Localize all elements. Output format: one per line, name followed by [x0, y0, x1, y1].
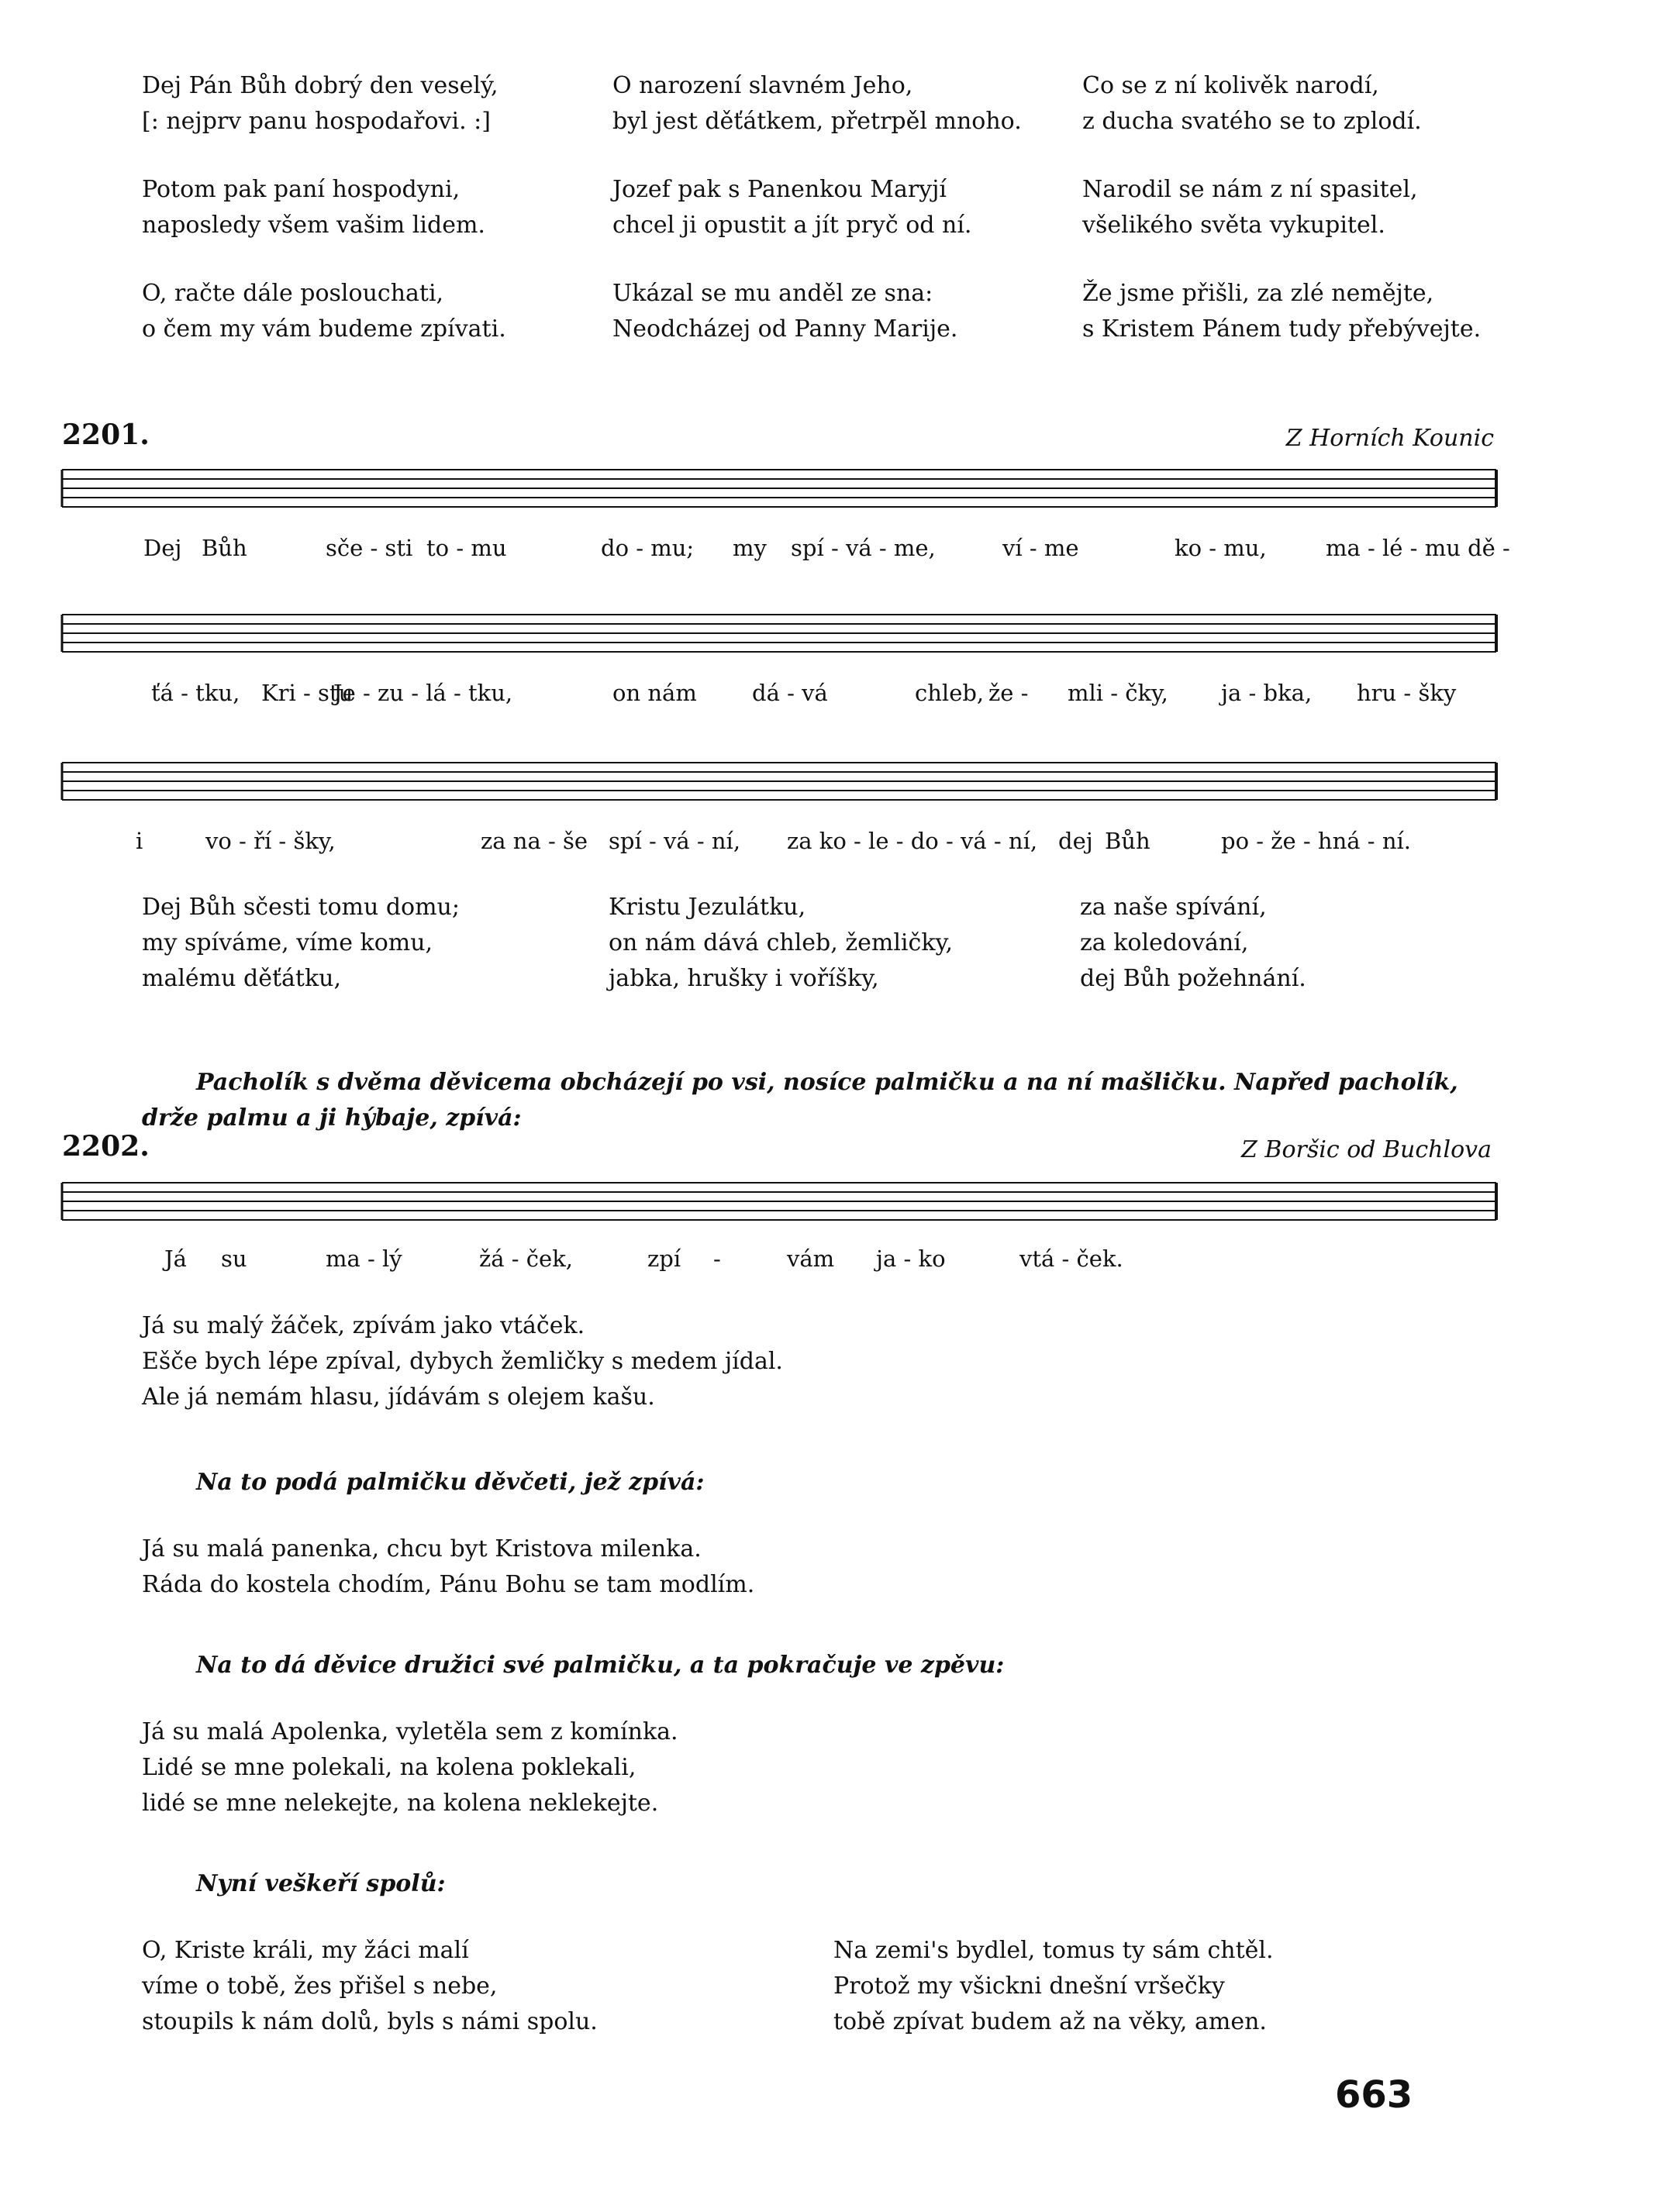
lyric-syllable: Já — [164, 1246, 187, 1272]
verse-line: za naše spívání, — [1080, 894, 1267, 921]
intro-2202: Pacholík s dvěma děvicema obcházejí po vsi, nosíce palmičku a na ní mašličku. Napřed pacholík, drže palmu a ji hýbaje, zpívá: — [142, 1069, 1458, 1132]
verse-line: Já su malý žáček, zpívám jako vtáček. — [142, 1312, 585, 1339]
lyric-syllable: za ko - le - do - vá - ní, — [787, 828, 1038, 854]
verse-line: jabka, hrušky i voříšky, — [609, 965, 879, 992]
verse-line: Dej Bůh sčesti tomu domu; — [142, 894, 460, 921]
verse-line: Co se z ní kolivěk narodí, — [1082, 72, 1379, 99]
verse-line: Já su malá Apolenka, vyletěla sem z komínka. — [142, 1718, 678, 1745]
verse-line: Ukázal se mu anděl ze sna: — [612, 280, 933, 307]
verse-line: Lidé se mne polekali, na kolena poklekali, — [142, 1754, 636, 1781]
lyric-syllable: spí - vá - me, — [791, 535, 936, 561]
verse-line: všelikého světa vykupitel. — [1082, 212, 1385, 239]
song-origin-2202: Z Boršic od Buchlova — [1241, 1136, 1492, 1163]
lyric-syllable: chleb, — [915, 680, 985, 706]
lyric-syllable: vám — [787, 1246, 835, 1272]
lyric-syllable: spí - vá - ní, — [609, 828, 741, 854]
page-number: 663 — [1335, 2073, 1413, 2117]
lyric-syllable: vtá - ček. — [1019, 1246, 1123, 1272]
verse-line: za koledování, — [1080, 929, 1249, 956]
verse-line: víme o tobě, žes přišel s nebe, — [142, 1973, 498, 2000]
lyric-syllable: vo - ří - šky, — [205, 828, 336, 854]
verse-line: Potom pak paní hospodyni, — [142, 176, 461, 203]
lyric-syllable: - — [713, 1246, 721, 1272]
music-staff-2201-line1 — [62, 456, 1496, 525]
lyric-syllable: dá - vá — [752, 680, 828, 706]
lyric-syllable: sče - sti — [326, 535, 413, 561]
lyric-syllable: ví - me — [1002, 535, 1079, 561]
verse-line: Neodcházej od Panny Marije. — [612, 315, 958, 343]
lyric-syllable: on nám — [612, 680, 697, 706]
song-2201-text-col3 — [1080, 890, 1306, 997]
lyric-syllable: Bůh — [202, 535, 247, 561]
lyric-syllable: Dej — [143, 535, 182, 561]
top-verses-col3 — [1082, 68, 1481, 347]
lyric-syllable: ťá - tku, — [151, 680, 240, 706]
verse-line — [142, 243, 506, 276]
verse-line: [: nejprv panu hospodařovi. :] — [142, 108, 491, 135]
lyric-syllable: hru - šky — [1357, 680, 1457, 706]
verse-line: dej Bůh požehnání. — [1080, 965, 1306, 992]
verse-line — [1082, 243, 1481, 276]
lyric-syllable: ja - bka, — [1221, 680, 1313, 706]
lyric-syllable: že - — [988, 680, 1029, 706]
verse-line: O narození slavném Jeho, — [612, 72, 913, 99]
verse-line: Kristu Jezulátku, — [609, 894, 806, 921]
song-2202-instruction-4: Nyní veškeří spolů: — [196, 1870, 446, 1897]
verse-line — [612, 140, 1022, 172]
verse-line: on nám dává chleb, žemličky, — [609, 929, 953, 956]
song-2201-text-col1 — [142, 890, 460, 997]
lyric-syllable: ko - mu, — [1175, 535, 1267, 561]
lyric-syllable: zpí — [647, 1246, 681, 1272]
lyric-syllable: ma - lý — [326, 1246, 402, 1272]
verse-line: Ráda do kostela chodím, Pánu Bohu se tam modlím. — [142, 1571, 755, 1598]
song-2202-stanza3 — [142, 1714, 678, 1821]
lyric-syllable: my — [733, 535, 767, 561]
top-verses-col2 — [612, 68, 1022, 347]
verse-line: O, račte dále poslouchati, — [142, 280, 444, 307]
verse-line: my spíváme, víme komu, — [142, 929, 433, 956]
verse-line: O, Kriste králi, my žáci malí — [142, 1937, 469, 1964]
verse-line: lidé se mne nelekejte, na kolena neklekejte. — [142, 1790, 659, 1817]
lyric-syllable: ja - ko — [876, 1246, 946, 1272]
lyric-syllable: do - mu; — [601, 535, 695, 561]
song-2202-stanza1 — [142, 1308, 783, 1415]
lyric-syllable: mli - čky, — [1068, 680, 1168, 706]
verse-line: Narodil se nám z ní spasitel, — [1082, 176, 1418, 203]
verse-line: z ducha svatého se to zplodí. — [1082, 108, 1422, 135]
song-2201-text-col2 — [609, 890, 953, 997]
verse-line — [612, 243, 1022, 276]
verse-line: o čem my vám budeme zpívati. — [142, 315, 506, 343]
verse-line: Že jsme přišli, za zlé nemějte, — [1082, 280, 1434, 307]
music-staff-2201-line3 — [62, 749, 1496, 818]
lyric-syllable: to - mu — [426, 535, 507, 561]
song-2202-stanza2 — [142, 1532, 754, 1603]
verse-line: stoupils k nám dolů, byls s námi spolu. — [142, 2008, 598, 2035]
verse-line: byl jest děťátkem, přetrpěl mnoho. — [612, 108, 1022, 135]
song-2202-instruction-2: Na to podá palmičku děvčeti, jež zpívá: — [196, 1469, 705, 1496]
song-number-2202: 2202. — [62, 1130, 150, 1163]
lyric-syllable: i — [136, 828, 143, 854]
verse-line: tobě zpívat budem až na věky, amen. — [833, 2008, 1267, 2035]
lyric-syllable: Je - zu - lá - tku, — [333, 680, 513, 706]
verse-line: Já su malá panenka, chcu byt Kristova milenka. — [142, 1535, 702, 1563]
verse-line: Protož my všickni dnešní vršečky — [833, 1973, 1225, 2000]
song-2202-final-col1 — [142, 1933, 598, 2040]
lyric-syllable: ma - lé - mu dě - — [1326, 535, 1510, 561]
lyric-syllable: po - že - hná - ní. — [1221, 828, 1411, 854]
verse-line: Jozef pak s Panenkou Maryjí — [612, 176, 947, 203]
verse-line: Ale já nemám hlasu, jídávám s olejem kašu. — [142, 1383, 655, 1411]
song-origin-2201: Z Horních Kounic — [1285, 425, 1494, 452]
lyric-syllable: žá - ček, — [479, 1246, 573, 1272]
song-number-2201: 2201. — [62, 419, 150, 451]
verse-line — [1082, 140, 1481, 172]
song-2202-instruction-3: Na to dá děvice družici své palmičku, a ta pokračuje ve zpěvu: — [196, 1652, 1005, 1679]
music-staff-2201-line2 — [62, 601, 1496, 670]
verse-line: malému děťátku, — [142, 965, 341, 992]
verse-line — [142, 140, 506, 172]
lyric-syllable: za na - še — [481, 828, 588, 854]
top-verses-col1 — [142, 68, 506, 347]
verse-line: naposledy všem vašim lidem. — [142, 212, 485, 239]
lyric-syllable: Bůh — [1105, 828, 1150, 854]
verse-line: Dej Pán Bůh dobrý den veselý, — [142, 72, 498, 99]
verse-line: chcel ji opustit a jít pryč od ní. — [612, 212, 972, 239]
verse-line: Na zemi's bydlel, tomus ty sám chtěl. — [833, 1937, 1274, 1964]
lyric-syllable: Kri - stu — [261, 680, 354, 706]
lyric-syllable: dej — [1058, 828, 1093, 854]
music-staff-2202 — [62, 1169, 1496, 1239]
verse-line: s Kristem Pánem tudy přebývejte. — [1082, 315, 1482, 343]
song-2202-final-col2 — [833, 1933, 1274, 2040]
lyric-syllable: su — [221, 1246, 247, 1272]
verse-line: Ešče bych lépe zpíval, dybych žemličky s medem jídal. — [142, 1348, 783, 1375]
